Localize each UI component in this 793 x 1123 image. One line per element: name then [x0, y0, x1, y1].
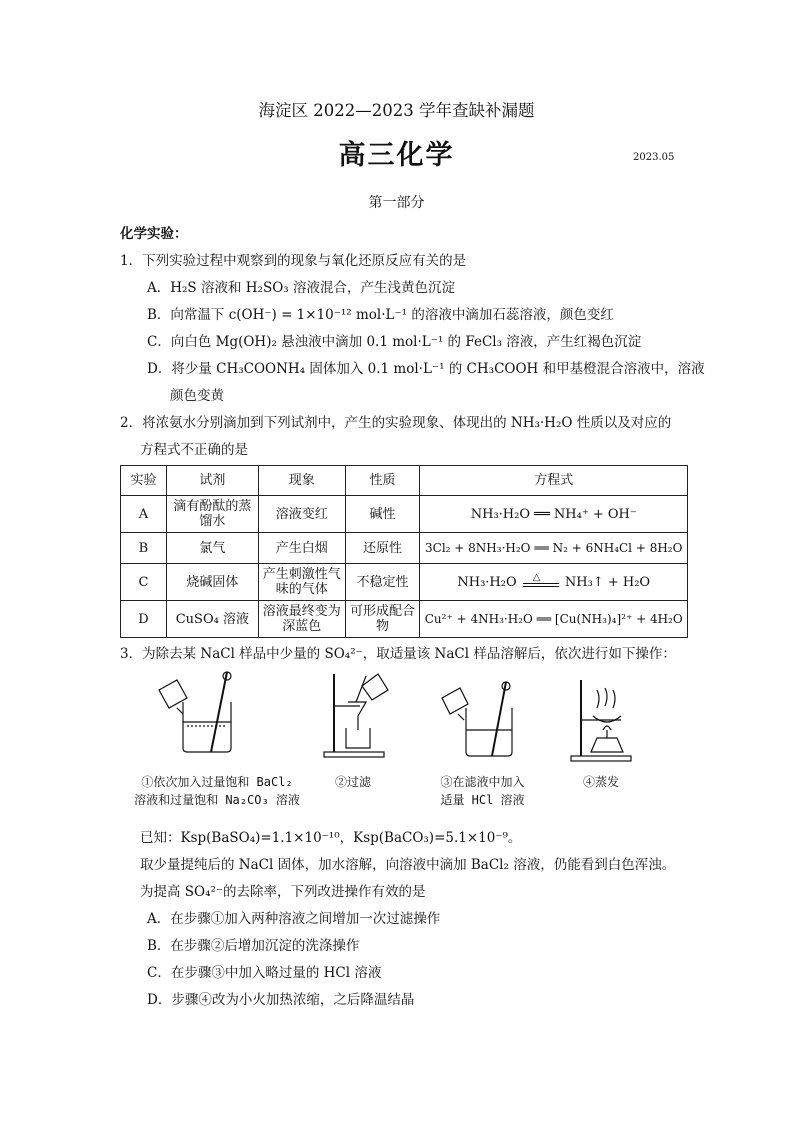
- table-cell: 3Cl₂ + 8NH₃·H₂O ══ N₂ + 6NH₄Cl + 8H₂O: [420, 533, 688, 564]
- table-header: 方程式: [420, 466, 688, 496]
- question-2-stem-line2: 方程式不正确的是: [140, 442, 248, 458]
- table-cell: 还原性: [345, 533, 420, 564]
- question-3-line2: 取少量提纯后的 NaCl 固体，加水溶解，向溶液中滴加 BaCl₂ 溶液，仍能看到白色浑浊。: [140, 857, 676, 873]
- table-header: 实验: [121, 466, 167, 496]
- table-cell: NH₃·H₂O ══ NH₄⁺ + OH⁻: [420, 496, 688, 533]
- table-cell: 碱性: [345, 496, 420, 533]
- table-header: 试剂: [166, 466, 258, 496]
- table-row: [121, 564, 688, 601]
- question-3-option-c: C．在步骤③中加入略过量的 HCl 溶液: [147, 965, 382, 981]
- question-1-option-c: C．向白色 Mg(OH)₂ 悬浊液中滴加 0.1 mol·L⁻¹ 的 FeCl₃ 溶液，产生红褐色沉淀: [147, 334, 642, 350]
- figure-1-caption-line1: ①依次加入过量饱和 BaCl₂: [141, 775, 293, 789]
- question-1-option-d-line2: 颜色变黄: [170, 388, 224, 404]
- table-row: [121, 601, 688, 638]
- figure-3-caption-line2: 适量 HCl 溶液: [440, 793, 525, 807]
- table-cell: 溶液最终变为深蓝色: [258, 601, 345, 638]
- table-header: 性质: [345, 466, 420, 496]
- figure-1-caption: [122, 773, 312, 809]
- figure-3-caption-line1: ③在滤液中加入: [440, 775, 525, 789]
- figure-4-caption: ④蒸发: [582, 775, 619, 789]
- table-cell: Cu²⁺ + 4NH₃·H₂O ══ [Cu(NH₃)₄]²⁺ + 4H₂O: [420, 601, 688, 638]
- table-cell: 产生白烟: [258, 533, 345, 564]
- question-2-table: [120, 465, 688, 638]
- figure-3-caption: [425, 773, 540, 809]
- heating-equal-sign: [521, 572, 561, 588]
- table-cell: 溶液变红: [258, 496, 345, 533]
- section-heading: 化学实验：: [120, 226, 188, 242]
- table-cell: B: [121, 533, 167, 564]
- question-3-option-a: A．在步骤①加入两种溶液之间增加一次过滤操作: [147, 911, 441, 927]
- table-cell: 产生刺激性气味的气体: [258, 564, 345, 601]
- question-3-known: 已知：Ksp(BaSO₄)=1.1×10⁻¹⁰，Ksp(BaCO₃)=5.1×10⁻⁹。: [140, 830, 522, 846]
- add-hcl-figure: [438, 680, 528, 760]
- table-cell: 烧碱固体: [166, 564, 258, 601]
- exam-series-title: 海淀区 2022—2023 学年查缺补漏题: [258, 101, 535, 120]
- question-3-stem: 3．为除去某 NaCl 样品中少量的 SO₄²⁻，取适量该 NaCl 样品溶解后，依次进行如下操作：: [120, 646, 676, 662]
- table-cell: [420, 564, 688, 601]
- question-2-stem-line1: 2．将浓氨水分别滴加到下列试剂中，产生的实验现象、体现出的 NH₃·H₂O 性质以及对应的: [120, 415, 672, 431]
- filtration-figure: [320, 668, 392, 760]
- table-cell: 不稳定性: [345, 564, 420, 601]
- figure-1-caption-line2: 溶液和过量饱和 Na₂CO₃ 溶液: [134, 793, 300, 807]
- table-cell: C: [121, 564, 167, 601]
- question-3-line3: 为提高 SO₄²⁻的去除率，下列改进操作有效的是: [140, 884, 426, 900]
- table-cell: 可形成配合物: [345, 601, 420, 638]
- question-3-option-b: B．在步骤②后增加沉淀的洗涤操作: [147, 938, 360, 954]
- heat-condition: △: [532, 572, 541, 583]
- table-cell: 滴有酚酞的蒸馏水: [166, 496, 258, 533]
- beaker-pouring-figure: [155, 668, 245, 756]
- page-title: 高三化学: [338, 140, 455, 171]
- evaporation-figure: [567, 676, 637, 764]
- equation-left: NH₃·H₂O: [457, 574, 517, 590]
- table-row: [121, 496, 688, 533]
- table-cell: 氯气: [166, 533, 258, 564]
- table-cell: D: [121, 601, 167, 638]
- table-cell: CuSO₄ 溶液: [166, 601, 258, 638]
- question-1-stem: 1．下列实验过程中观察到的现象与氧化还原反应有关的是: [120, 253, 467, 269]
- exam-date: 2023.05: [633, 152, 675, 163]
- table-header-row: [121, 466, 688, 496]
- table-row: [121, 533, 688, 564]
- question-3-option-d: D．步骤④改为小火加热浓缩，之后降温结晶: [147, 992, 415, 1008]
- equation-right: NH₃↑ + H₂O: [564, 574, 651, 590]
- figure-2-caption: ②过滤: [334, 775, 371, 789]
- question-1-option-d-line1: D．将少量 CH₃COONH₄ 固体加入 0.1 mol·L⁻¹ 的 CH₃COOH 和甲基橙混合溶液中，溶液: [147, 361, 705, 377]
- table-header: 现象: [258, 466, 345, 496]
- question-1-option-b: B．向常温下 c(OH⁻) = 1×10⁻¹² mol·L⁻¹ 的溶液中滴加石蕊溶液，颜色变红: [147, 307, 614, 323]
- question-1-option-a: A．H₂S 溶液和 H₂SO₃ 溶液混合，产生浅黄色沉淀: [147, 280, 455, 296]
- part-heading: 第一部分: [368, 195, 425, 211]
- table-cell: A: [121, 496, 167, 533]
